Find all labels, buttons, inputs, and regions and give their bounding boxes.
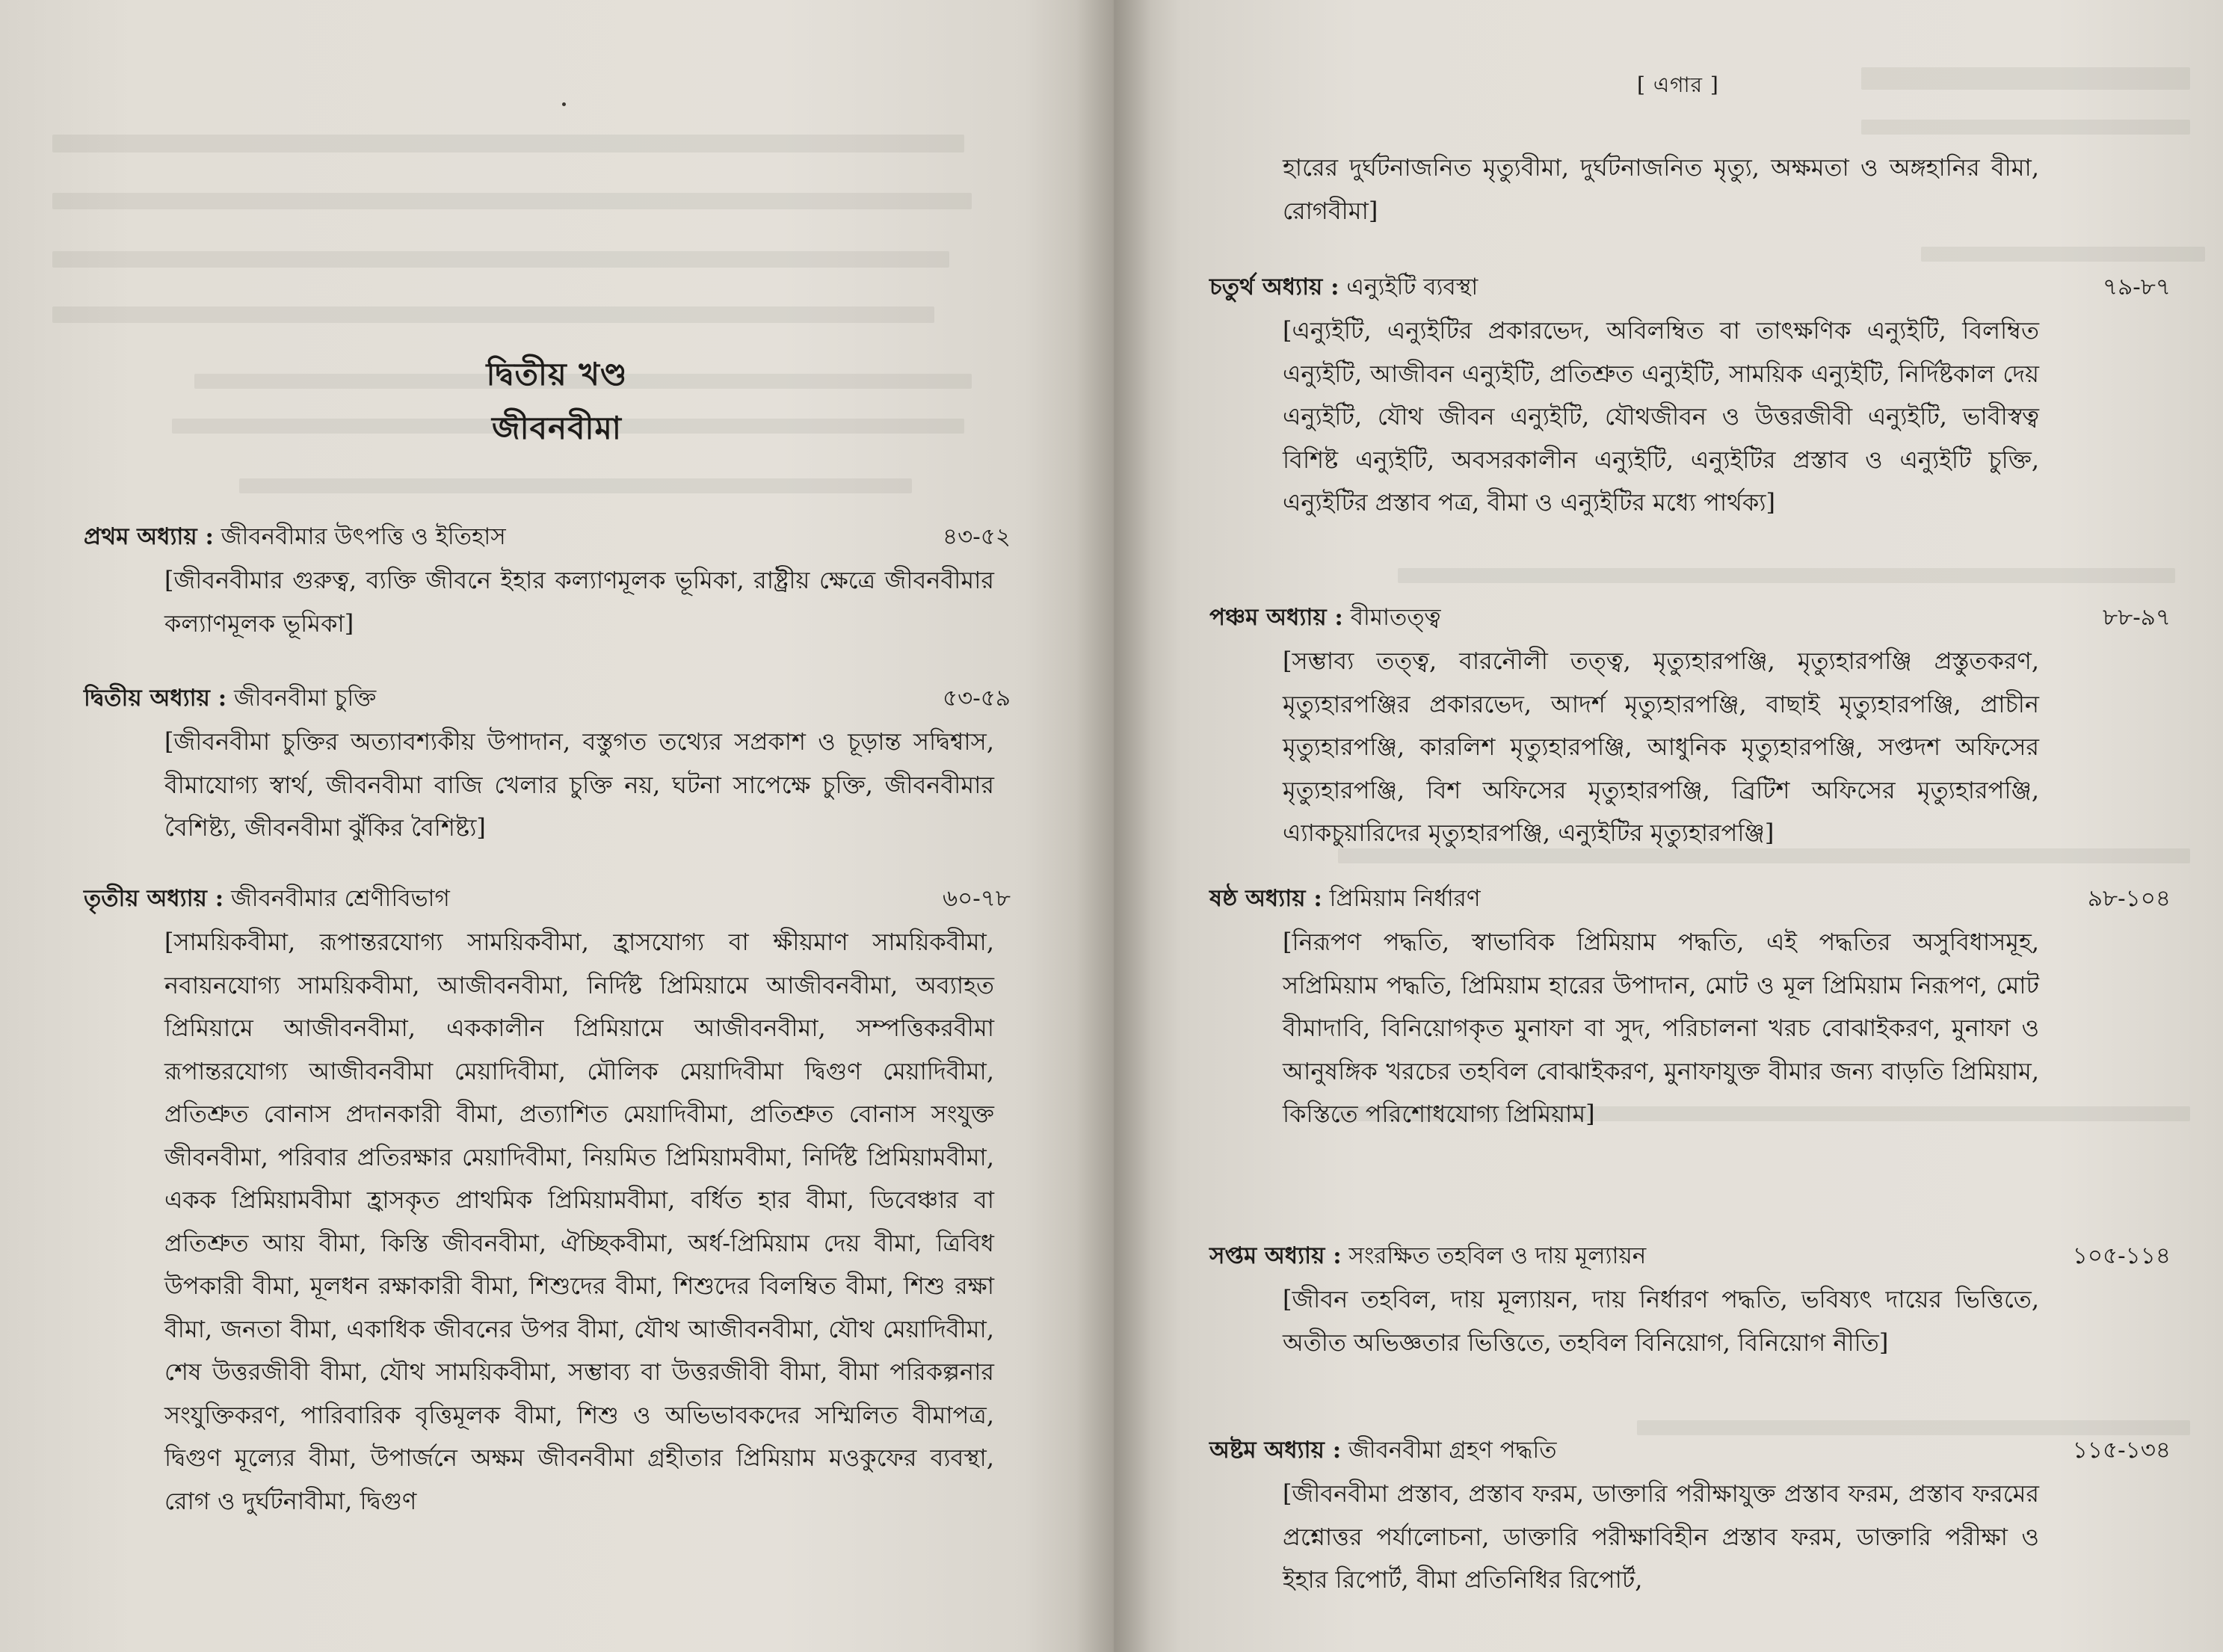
chapter-heading [1209,601,2181,634]
chapter-title: বীমাতত্ত্ব [1350,604,1441,631]
chapter-page-range: ৭৯-৮৭ [2102,274,2171,300]
chapter-6-entry [1209,882,2181,1136]
chapter-title: এন্যুইটি ব্যবস্থা [1346,274,1479,300]
chapter-contents: [সম্ভাব্য তত্ত্ব, বারনৌলী তত্ত্ব, মৃত্যুহারপঞ্জি, মৃত্যুহারপঞ্জি প্রস্তুতকরণ, মৃত্যুহারপঞ্জির প্রকারভেদ, আদর্শ মৃত্যুহারপঞ্জি, বাছাই মৃত্যুহারপঞ্জি, প্রাচীন মৃত্যুহারপঞ্জি, কারলিশ মৃত্যুহারপঞ্জি, আধুনিক মৃত্যুহারপঞ্জি, সপ্তদশ অফিসের মৃত্যুহারপঞ্জি, বিশ অফিসের মৃত্যুহারপঞ্জি, ব্রিটিশ অফিসের মৃত্যুহারপঞ্জি, এ্যাকচুয়ারিদের মৃত্যুহারপঞ্জি, এন্যুইটির মৃত্যুহারপঞ্জি] [1283,647,2039,847]
chapter-5-entry [1209,601,2181,855]
chapter-heading [1209,271,2181,303]
part-title: দ্বিতীয় খণ্ড [486,356,628,392]
chapter-page-range: ৯৮-১০৪ [2087,885,2171,912]
chapter-heading [1209,1434,2181,1467]
chapter-contents: [জীবনবীমার গুরুত্ব, ব্যক্তি জীবনে ইহার কল্যাণমূলক ভূমিকা, রাষ্ট্রীয় ক্ষেত্রে জীবনবীমার কল্যাণমূলক ভূমিকা] [164,566,994,638]
chapter-heading [84,882,1055,915]
chapter-contents: [জীবনবীমা প্রস্তাব, প্রস্তাব ফরম, ডাক্তারি পরীক্ষাযুক্ত প্রস্তাব ফরম, প্রস্তাব ফরমের প্রশ্নোত্তর পর্যালোচনা, ডাক্তারি পরীক্ষাবিহীন প্রস্তাব ফরম, ডাক্তারি পরীক্ষা ও ইহার রিপোর্ট, বীমা প্রতিনিধির রিপোর্ট, [1283,1479,2039,1594]
chapter-label: তৃতীয় অধ্যায় : [84,885,224,912]
chapter-title: জীবনবীমার শ্রেণীবিভাগ [231,885,450,912]
chapter-heading [1209,1239,2181,1272]
chapter-4-entry [1209,271,2181,525]
chapter-label: প্রথম অধ্যায় : [84,523,214,550]
chapter-contents: [জীবন তহবিল, দায় মূল্যায়ন, দায় নির্ধারণ পদ্ধতি, ভবিষ্যৎ দায়ের ভিত্তিতে, অতীত অভিজ্ঞতার ভিত্তিতে, তহবিল বিনিয়োগ, বিনিয়োগ নীতি] [1283,1285,2039,1357]
chapter-title: জীবনবীমার উৎপত্তি ও ইতিহাস [221,523,506,550]
right-page [1114,0,2223,1652]
chapter-7-entry [1209,1239,2181,1364]
chapter-heading [84,682,1055,715]
chapter-page-range: ৪৩-৫২ [942,523,1011,550]
chapter-page-range: ৫৩-৫৯ [943,685,1011,712]
chapter-heading [1209,882,2181,915]
part-subtitle: জীবনবীমা [492,410,622,446]
chapter-page-range: ১০৫-১১৪ [2072,1242,2171,1269]
chapter-heading [84,520,1055,553]
chapter-contents: [নিরূপণ পদ্ধতি, স্বাভাবিক প্রিমিয়াম পদ্ধতি, এই পদ্ধতির অসুবিধাসমূহ, সপ্রিমিয়াম পদ্ধতি, প্রিমিয়াম হারের উপাদান, মোট ও মূল প্রিমিয়াম নিরূপণ, মোট বীমাদাবি, বিনিয়োগকৃত মুনাফা বা সুদ, পরিচালনা খরচ বোঝাইকরণ, মুনাফা ও আনুষঙ্গিক খরচের তহবিল বোঝাইকরণ, মুনাফাযুক্ত বীমার জন্য বাড়তি প্রিমিয়াম, কিস্তিতে পরিশোধযোগ্য প্রিমিয়াম] [1283,928,2039,1128]
chapter-title: প্রিমিয়াম নির্ধারণ [1329,885,1481,912]
chapter-label: পঞ্চম অধ্যায় : [1209,604,1343,631]
chapter-contents: [জীবনবীমা চুক্তির অত্যাবশ্যকীয় উপাদান, বস্তুগত তথ্যের সপ্রকাশ ও চূড়ান্ত সদ্বিশ্বাস, বীমাযোগ্য স্বার্থ, জীবনবীমা বাজি খেলার চুক্তি নয়, ঘটনা সাপেক্ষে চুক্তি, জীবনবীমার বৈশিষ্ট্য, জীবনবীমা ঝুঁকির বৈশিষ্ট্য] [164,727,994,842]
chapter-3-entry [84,882,1055,1523]
chapter-label: ষষ্ঠ অধ্যায় : [1209,885,1322,912]
continued-contents: হারের দুর্ঘটনাজনিত মৃত্যুবীমা, দুর্ঘটনাজনিত মৃত্যু, অক্ষমতা ও অঙ্গহানির বীমা, রোগবীমা] [1283,153,2039,225]
chapter-title: জীবনবীমা গ্রহণ পদ্ধতি [1348,1437,1557,1464]
chapter-title: সংরক্ষিত তহবিল ও দায় মূল্যায়ন [1348,1242,1647,1269]
chapter-contents: [এন্যুইটি, এন্যুইটির প্রকারভেদ, অবিলম্বিত বা তাৎক্ষণিক এন্যুইটি, বিলম্বিত এন্যুইটি, আজীবন এন্যুইটি, প্রতিশ্রুত এন্যুইটি, সাময়িক এন্যুইটি, নির্দিষ্টকাল দেয় এন্যুইটি, যৌথ জীবন এন্যুইটি, যৌথজীবন ও উত্তরজীবী এন্যুইটি, ভাবীস্বত্ব বিশিষ্ট এন্যুইটি, অবসরকালীন এন্যুইটি, এন্যুইটির প্রস্তাব ও এন্যুইটি চুক্তি, এন্যুইটির প্রস্তাব পত্র, বীমা ও এন্যুইটির মধ্যে পার্থক্য] [1283,316,2039,517]
chapter-label: চতুর্থ অধ্যায় : [1209,274,1339,300]
chapter-page-range: ১১৫-১৩৪ [2072,1437,2171,1464]
chapter-contents: [সাময়িকবীমা, রূপান্তরযোগ্য সাময়িকবীমা, হ্রাসযোগ্য বা ক্ষীয়মাণ সাময়িকবীমা, নবায়নযোগ্য সাময়িকবীমা, আজীবনবীমা, নির্দিষ্ট প্রিমিয়ামে আজীবনবীমা, অব্যাহত প্রিমিয়ামে আজীবনবীমা, এককালীন প্রিমিয়ামে আজীবনবীমা, সম্পত্তিকরবীমা রূপান্তরযোগ্য আজীবনবীমা মেয়াদিবীমা, মৌলিক মেয়াদিবীমা দ্বিগুণ মেয়াদিবীমা, প্রতিশ্রুত বোনাস প্রদানকারী বীমা, প্রত্যাশিত মেয়াদিবীমা, প্রতিশ্রুত বোনাস সংযুক্ত জীবনবীমা, পরিবার প্রতিরক্ষার মেয়াদিবীমা, নিয়মিত প্রিমিয়ামবীমা, নির্দিষ্ট প্রিমিয়ামবীমা, একক প্রিমিয়ামবীমা হ্রাসকৃত প্রাথমিক প্রিমিয়ামবীমা, বর্ধিত হার বীমা, ডিবেঞ্চার বা প্রতিশ্রুত আয় বীমা, কিস্তি জীবনবীমা, ঐচ্ছিকবীমা, অর্ধ-প্রিমিয়াম দেয় বীমা, ত্রিবিধ উপকারী বীমা, মূলধন রক্ষাকারী বীমা, শিশুদের বীমা, শিশুদের বিলম্বিত বীমা, শিশু রক্ষা বীমা, জনতা বীমা, একাধিক জীবনের উপর বীমা, যৌথ আজীবনবীমা, যৌথ মেয়াদিবীমা, শেষ উত্তরজীবী বীমা, যৌথ সাময়িকবীমা, সম্ভাব্য বা উত্তরজীবী বীমা, বীমা পরিকল্পনার সংযুক্তিকরণ, পারিবারিক বৃত্তিমূলক বীমা, শিশু ও অভিভাবকদের সম্মিলিত বীমাপত্র, দ্বিগুণ মূল্যের বীমা, উপার্জনে অক্ষম জীবনবীমা গ্রহীতার প্রিমিয়াম মওকুফের ব্যবস্থা, রোগ ও দুর্ঘটনাবীমা, দ্বিগুণ [164,928,994,1515]
running-head-page-number: [ এগার ] [1637,73,1719,97]
chapter-title: জীবনবীমা চুক্তি [234,685,377,712]
chapter-label: অষ্টম অধ্যায় : [1209,1437,1342,1464]
chapter-page-range: ৮৮-৯৭ [2103,604,2171,631]
chapter-label: দ্বিতীয় অধ্যায় : [84,685,227,712]
chapter-8-entry [1209,1434,2181,1602]
chapter-1-entry [84,520,1055,645]
chapter-label: সপ্তম অধ্যায় : [1209,1242,1342,1269]
chapter-page-range: ৬০-৭৮ [942,885,1011,912]
chapter-2-entry [84,682,1055,850]
